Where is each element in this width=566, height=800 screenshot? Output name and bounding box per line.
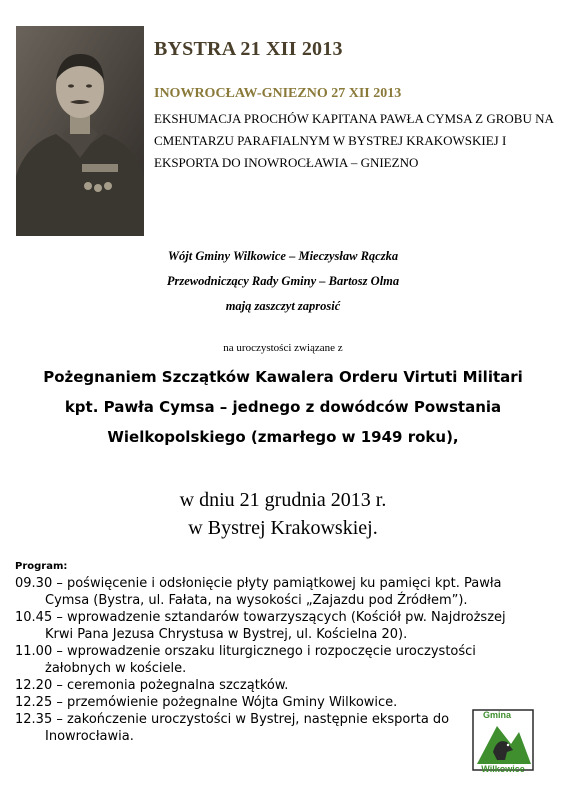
program-item: 12.20 – ceremonia pożegnalna szczątków. — [15, 678, 289, 693]
program-item: 11.00 – wprowadzenie orszaku liturgicznego i rozpoczęcie uroczystości żałobnych w kościele. — [15, 644, 476, 676]
hosts-block — [0, 244, 566, 319]
host-line-invite: mają zaszczyt zaprosić — [225, 299, 341, 313]
wilkowice-emblem-icon — [467, 704, 539, 776]
event-name-line-2: kpt. Pawła Cymsa – jednego z dowódców Powstania — [64, 398, 502, 416]
event-description: EKSHUMACJA PROCHÓW KAPITANA PAWŁA CYMSA Z GROBU NA CMENTARZU PARAFIALNYM W BYSTREJ KRAKOWSKIEJ I EKSPORTA DO INOWROCŁAWIA – GNIEZNO — [154, 111, 554, 170]
gmina-wilkowice-logo — [467, 704, 539, 776]
page-subtitle: INOWROCŁAW-GNIEZNO 27 XII 2013 — [154, 86, 402, 101]
event-location-line: w Bystrej Krakowskiej. — [188, 517, 378, 539]
logo-top-text: Gmina — [482, 710, 512, 720]
portrait-photo — [16, 26, 144, 236]
logo-bottom-text: Wilkowice — [481, 764, 525, 774]
program-item: 12.35 – zakończenie uroczystości w Bystrej, następnie eksporta do Inowrocławia. — [15, 712, 450, 744]
program-heading: Program: — [15, 561, 68, 572]
program-item: 12.25 – przemówienie pożegnalne Wójta Gminy Wilkowice. — [15, 695, 398, 710]
program-list — [15, 575, 515, 745]
host-line-mayor: Wójt Gminy Wilkowice – Mieczysław Rączka — [167, 249, 399, 263]
event-name — [18, 362, 548, 452]
program-item: 10.45 – wprowadzenie sztandarów towarzyszących (Kościół pw. Najdroższej Krwi Pana Jezusa Chrystusa w Bystrej, ul. Kościelna 20). — [15, 610, 506, 642]
program-item: 09.30 – poświęcenie i odsłonięcie płyty pamiątkowej ku pamięci kpt. Pawła Cymsa (Bystra, ul. Fałata, na wysokości „Zajazdu pod Źródłem”). — [15, 576, 502, 608]
event-name-line-3: Wielkopolskiego (zmarłego w 1949 roku), — [107, 428, 459, 446]
event-name-line-1: Pożegnaniem Szczątków Kawalera Orderu Virtuti Militari — [43, 368, 523, 386]
host-line-council-chair: Przewodniczący Rady Gminy – Bartosz Olma — [166, 274, 400, 288]
officer-portrait-image — [16, 26, 144, 236]
event-date-line: w dniu 21 grudnia 2013 r. — [179, 489, 387, 511]
invitation-intro: na uroczystości związane z — [223, 342, 343, 354]
event-date — [0, 486, 566, 542]
page-title: BYSTRA 21 XII 2013 — [154, 38, 343, 60]
